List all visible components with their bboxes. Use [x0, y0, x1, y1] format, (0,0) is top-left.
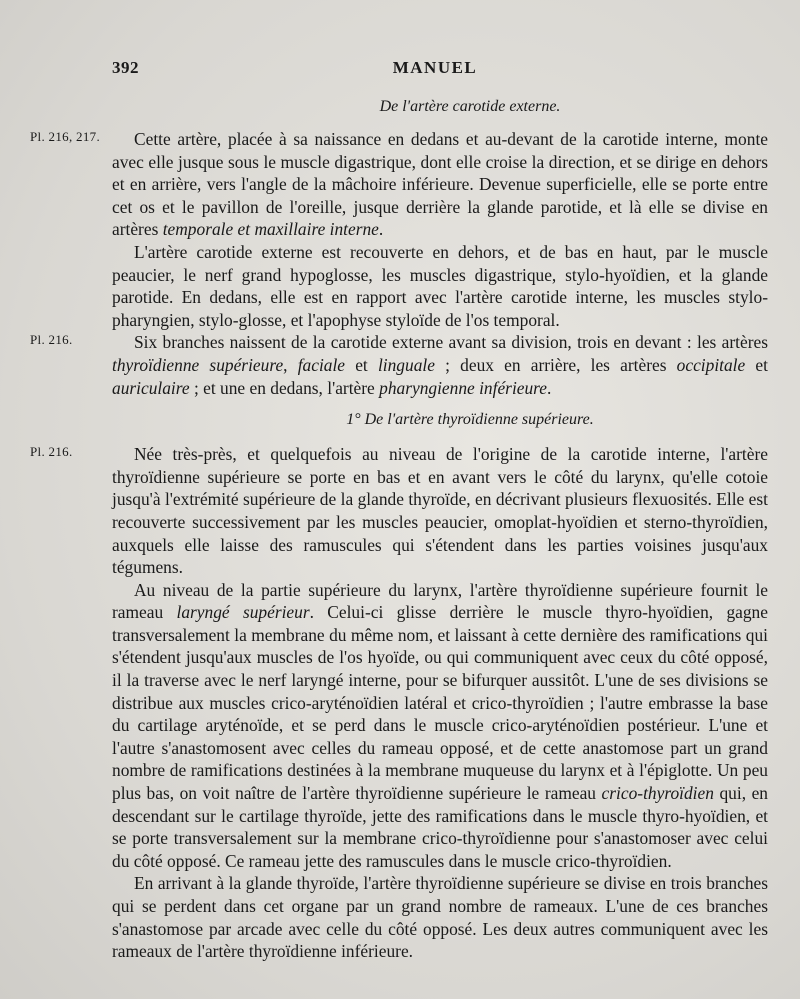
paragraph: Née très-près, et quelquefois au niveau de l'origine de la carotide interne, l'artère thyroïdienne supérieure se porte en bas et en avant vers le côté du larynx, qu'elle cotoie jusqu'à l'extrémité supérieure de la glande thyroïde, en décrivant plusieurs flexuosités. Elle est recouverte successivement par les muscles peaucier, omoplat-hyoïdien et sterno-thyroïdien, auxquels elle laisse des ramuscules qui s'étendent dans les parties voisines jusqu'aux tégumens.: [112, 444, 768, 578]
italic-term: thyroïdienne supérieure: [112, 354, 284, 375]
italic-term: occipitale: [676, 354, 746, 375]
section-heading-thyroidienne-superieure: [112, 411, 768, 429]
margin-plate-reference: Pl. 216, 217.: [30, 129, 100, 144]
paragraph-block: [30, 443, 768, 579]
italic-term: laryngé supérieur: [176, 602, 310, 623]
section-number: 1°: [346, 411, 365, 429]
paragraph: [112, 579, 768, 873]
section-title: De l'artère thyroïdienne supérieure.: [364, 411, 594, 429]
paragraph-block: [112, 579, 768, 873]
italic-term: linguale: [377, 354, 435, 375]
margin-plate-reference: Pl. 216.: [30, 332, 73, 348]
paragraph-text: et: [345, 354, 378, 375]
paragraph-text: et: [745, 354, 768, 375]
italic-term: crico-thyroïdien: [601, 783, 714, 804]
paragraph-text: .: [547, 377, 552, 398]
paragraph-text: Cette artère, placée à sa naissance en dedans et au-devant de la carotide interne, monte avec elle jusque sous le muscle digastrique, dont elle croise la direction, et se dirige en dehors et en arrière, vers l'angle de la mâchoire inférieure. Devenue superficielle, elle se porte entre cet os et le pavillon de l'oreille, jusque derrière la glande parotide, et là elle se divise en artères: [112, 129, 768, 240]
paragraph-text: .: [378, 219, 384, 240]
paragraph: En arrivant à la glande thyroïde, l'artère thyroïdienne supérieure se divise en trois branches qui se perdent dans cet organe par un grand nombre de rameaux. L'une de ces branches s'anastomose par arcade avec celle du côté opposé. Les deux autres communiquent avec les rameaux de l'artère thyroïdienne inférieure.: [112, 873, 768, 962]
paragraph-block: [112, 872, 768, 962]
italic-term: auriculaire: [112, 377, 190, 398]
italic-term: pharyngienne inférieure: [379, 377, 548, 398]
paragraph: [112, 128, 768, 241]
paragraph-block: [30, 128, 768, 241]
body-text: [30, 98, 768, 963]
margin-plate-reference: Pl. 216.: [30, 444, 73, 460]
paragraph-text: ; deux en arrière, les artères: [434, 354, 677, 375]
page-number: 392: [112, 58, 139, 77]
paragraph-text: ; et une en dedans, l'artère: [189, 377, 380, 398]
italic-term: temporale et maxillaire interne: [162, 219, 379, 240]
paragraph-block: [30, 331, 768, 399]
running-title: MANUEL: [392, 58, 478, 77]
paragraph-text: qui, en descendant sur le cartilage thyroïde, jette des ramifications dans le muscle thyro-hyoïdien, et se porte transversalement sur la membrane crico-thyroïdienne pour s'anastomoser avec celui du côté opposé. Ce rameau jette des ramuscules dans le muscle crico-thyroïdien.: [112, 783, 768, 871]
paragraph: L'artère carotide externe est recouverte en dehors, et de bas en haut, par le muscle peaucier, le nerf grand hypoglosse, les muscles digastrique, stylo-hyoïdien, et la glande parotide. En dedans, elle est en rapport avec l'artère carotide interne, les muscles stylo-pharyngien, stylo-glosse, et l'apophyse styloïde de l'os temporal.: [112, 241, 768, 330]
italic-term: faciale: [297, 354, 346, 375]
paragraph-text: ,: [283, 354, 298, 375]
paragraph-text: . Celui-ci glisse derrière le muscle thyro-hyoïdien, gagne transversalement la membrane du même nom, et laissant à cette dernière des ramifications qui s'étendent jusqu'aux muscles de l'os hyoïde, ou qui communiquent avec ceux du côté opposé, il la traverse avec le nerf laryngé interne, pour se bifurquer aussitôt. L'une de ses divisions se distribue aux muscles crico-aryténoïdien latéral et crico-thyroïdien ; l'autre embrasse la base du cartilage aryténoïde, et se perd dans le muscle crico-aryténoïdien postérieur. L'une et l'autre s'anastomosent avec celles du rameau opposé, et de cette anastomose part un grand nombre de ramifications destinées à la membrane muqueuse du larynx et à l'épiglotte. Un peu plus bas, on voit naître de l'artère thyroïdienne supérieure le rameau: [112, 602, 768, 804]
page-header: [0, 56, 800, 84]
paragraph-text: Au niveau de la partie supérieure du larynx, l'artère thyroïdienne supérieure fournit le rameau: [112, 579, 768, 623]
paragraph: [112, 331, 768, 399]
paragraph-text: Six branches naissent de la carotide externe avant sa division, trois en devant : les artères: [134, 332, 768, 353]
section-heading-carotide-externe: De l'artère carotide externe.: [379, 98, 561, 115]
paragraph-block: [112, 241, 768, 331]
